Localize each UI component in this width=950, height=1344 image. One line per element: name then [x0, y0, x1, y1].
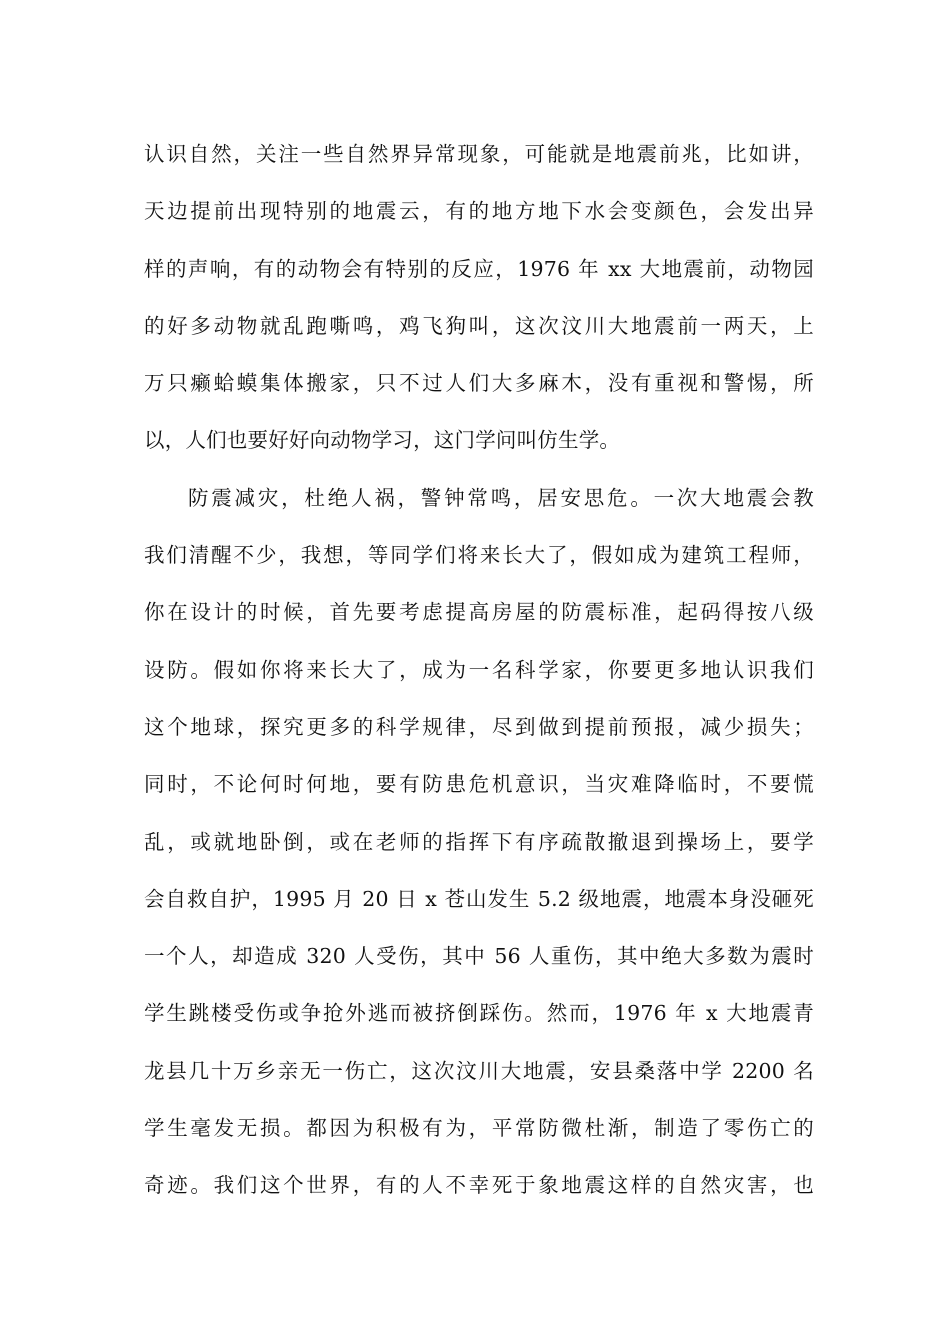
text-line: 龙县几十万乡亲无一伤亡，这次汶川大地震，安县桑落中学 2200 名 — [144, 1058, 814, 1083]
text-line: 我们清醒不少，我想，等同学们将来长大了，假如成为建筑工程师， — [144, 543, 814, 568]
text-line: 天边提前出现特别的地震云，有的地方地下水会变颜色，会发出异 — [144, 199, 814, 224]
text-line: 你在设计的时候，首先要考虑提高房屋的防震标准，起码得按八级 — [144, 600, 814, 625]
text-line: 乱，或就地卧倒，或在老师的指挥下有序疏散撤退到操场上，要学 — [144, 829, 814, 854]
text-line: 学生毫发无损。都因为积极有为，平常防微杜渐，制造了零伤亡的 — [144, 1116, 814, 1141]
text-line: 同时，不论何时何地，要有防患危机意识，当灾难降临时，不要慌 — [144, 772, 814, 797]
body-text — [144, 126, 814, 1215]
text-line: 设防。假如你将来长大了，成为一名科学家，你要更多地认识我们 — [144, 657, 814, 682]
text-line: 奇迹。我们这个世界，有的人不幸死于象地震这样的自然灾害，也 — [144, 1173, 814, 1198]
text-line: 样的声响，有的动物会有特别的反应，1976 年 xx 大地震前，动物园 — [144, 256, 814, 281]
text-line: 的好多动物就乱跑嘶鸣，鸡飞狗叫，这次汶川大地震前一两天，上 — [144, 313, 814, 338]
text-line: 学生跳楼受伤或争抢外逃而被挤倒踩伤。然而，1976 年 x 大地震青 — [144, 1001, 814, 1026]
text-line: 会自救自护，1995 月 20 日 x 苍山发生 5.2 级地震，地震本身没砸死 — [144, 886, 814, 911]
paragraph-first-line: 防震减灾，杜绝人祸，警钟常鸣，居安思危。一次大地震会教 — [188, 485, 814, 510]
text-line: 一个人，却造成 320 人受伤，其中 56 人重伤，其中绝大多数为震时 — [144, 944, 814, 969]
text-line: 认识自然，关注一些自然界异常现象，可能就是地震前兆，比如讲， — [144, 142, 814, 166]
text-line: 这个地球，探究更多的科学规律，尽到做到提前预报，减少损失； — [144, 714, 814, 739]
text-line: 万只癞蛤蟆集体搬家，只不过人们大多麻木，没有重视和警惕，所 — [144, 371, 814, 396]
text-line: 以，人们也要好好向动物学习，这门学问叫仿生学。 — [144, 428, 621, 453]
